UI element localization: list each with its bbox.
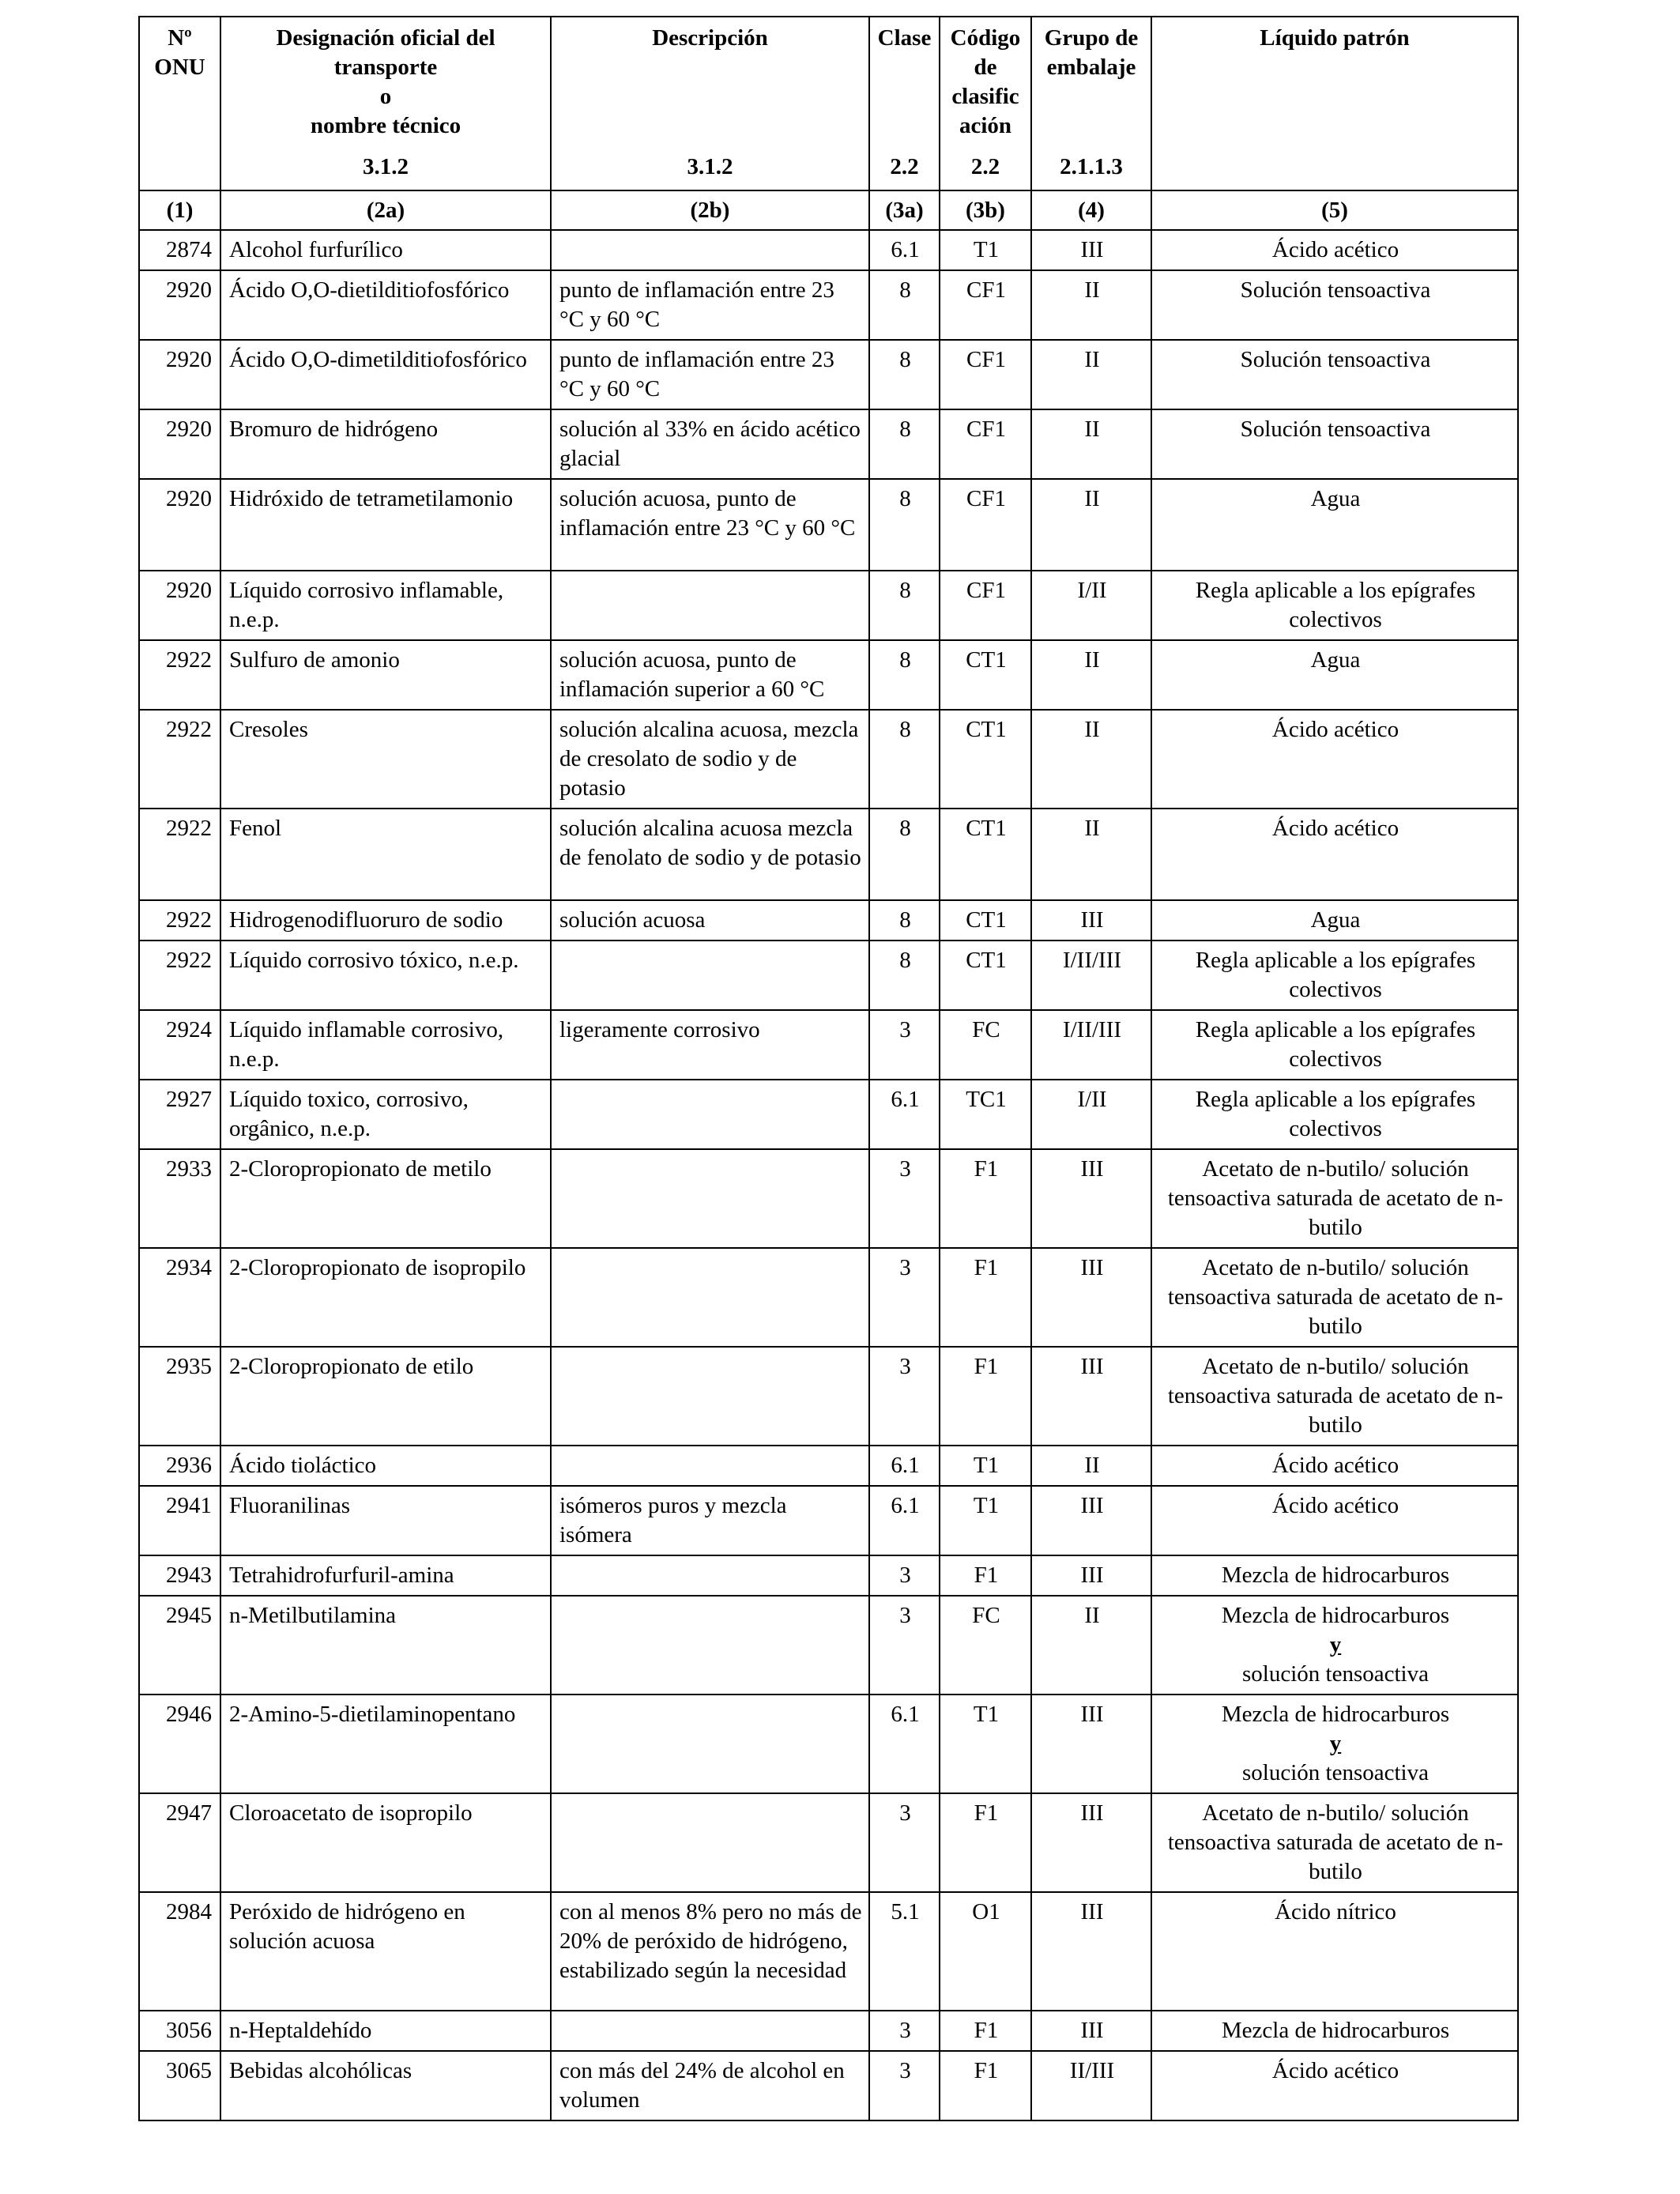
packing-group-cell: II [1031,409,1151,479]
description-cell [551,1347,869,1446]
header-official-designation: Designación oficial del transporte o nombre técnico 3.1.2 [220,17,551,190]
description-cell: solución alcalina acuosa, mezcla de cresolato de sodio y de potasio [551,710,869,809]
un-number-cell: 2943 [139,1555,220,1596]
table-row [139,479,1518,571]
header-packing-group: Grupo de embalaje 2.1.1.3 [1031,17,1151,190]
table-row [139,941,1518,1010]
classification-code-cell: CF1 [940,479,1031,571]
packing-group-cell: III [1031,1555,1151,1596]
class-cell: 8 [869,270,940,340]
packing-group-cell: II [1031,1446,1151,1486]
description-cell [551,1446,869,1486]
official-name-cell: n-Heptaldehído [220,2011,551,2051]
un-number-cell: 2920 [139,340,220,409]
class-cell: 3 [869,1793,940,1892]
standard-liquid-cell: Solución tensoactiva [1151,270,1518,340]
description-cell [551,1695,869,1793]
liquid-option-1: Mezcla de hidrocarburos [1221,1702,1450,1727]
description-cell: solución al 33% en ácido acético glacial [551,409,869,479]
col-number-3b: (3b) [940,190,1031,230]
classification-code-cell: FC [940,1010,1031,1080]
standard-liquid-cell: Acetato de n-butilo/ solución tensoactiva saturada de acetato de n-butilo [1151,1149,1518,1248]
table-row [139,1555,1518,1596]
official-name-cell: Líquido corrosivo inflamable, n.e.p. [220,571,551,640]
class-cell: 8 [869,900,940,941]
table-row [139,1892,1518,2011]
description-cell: con más del 24% de alcohol en volumen [551,2051,869,2120]
header-standard-liquid: Líquido patrón [1151,17,1518,190]
official-name-cell: 2-Amino-5-dietilaminopentano [220,1695,551,1793]
table-row [139,1695,1518,1793]
official-name-cell: Fenol [220,809,551,900]
description-cell: solución acuosa, punto de inflamación entre 23 °C y 60 °C [551,479,869,571]
un-number-cell: 2984 [139,1892,220,2011]
table-row [139,571,1518,640]
un-number-cell: 2947 [139,1793,220,1892]
class-cell: 3 [869,2011,940,2051]
class-cell: 6.1 [869,1486,940,1555]
official-name-cell: Bebidas alcohólicas [220,2051,551,2120]
table-row [139,2051,1518,2120]
packing-group-cell: III [1031,1486,1151,1555]
classification-code-cell: CF1 [940,571,1031,640]
standard-liquid-cell: Mezcla de hidrocarburos [1151,1555,1518,1596]
un-number-cell: 3056 [139,2011,220,2051]
table-row [139,1010,1518,1080]
table-row [139,1347,1518,1446]
packing-group-cell: I/II/III [1031,941,1151,1010]
standard-liquid-cell: Acetato de n-butilo/ solución tensoactiva saturada de acetato de n-butilo [1151,1793,1518,1892]
official-name-cell: Cresoles [220,710,551,809]
standard-liquid-cell: Mezcla de hidrocarburos [1151,2011,1518,2051]
description-cell [551,1555,869,1596]
un-number-cell: 2922 [139,809,220,900]
classification-code-cell: F1 [940,2011,1031,2051]
table-row [139,1446,1518,1486]
official-name-cell: Ácido tioláctico [220,1446,551,1486]
description-cell: con al menos 8% pero no más de 20% de peróxido de hidrógeno, estabilizado según la necesidad [551,1892,869,2011]
classification-code-cell: F1 [940,1347,1031,1446]
classification-code-cell: T1 [940,1695,1031,1793]
un-number-cell: 2920 [139,409,220,479]
class-cell: 8 [869,640,940,710]
un-number-cell: 2874 [139,230,220,270]
class-cell: 6.1 [869,230,940,270]
official-name-cell: n-Metilbutilamina [220,1596,551,1695]
classification-code-cell: T1 [940,1486,1031,1555]
classification-code-cell: F1 [940,1555,1031,1596]
liquid-conjunction: y [1329,1632,1342,1657]
class-cell: 6.1 [869,1695,940,1793]
standard-liquid-cell: Ácido acético [1151,230,1518,270]
classification-code-cell: O1 [940,1892,1031,2011]
description-cell: solución acuosa [551,900,869,941]
class-cell: 8 [869,479,940,571]
packing-group-cell: III [1031,1149,1151,1248]
packing-group-cell: I/II [1031,571,1151,640]
standard-liquid-cell: Regla aplicable a los epígrafes colectivos [1151,1010,1518,1080]
standard-liquid-cell: Agua [1151,640,1518,710]
header-class: Clase 2.2 [869,17,940,190]
header-technical-name: o nombre técnico [310,84,461,138]
standard-liquid-cell: Acetato de n-butilo/ solución tensoactiva saturada de acetato de n-butilo [1151,1248,1518,1347]
official-name-cell: Fluoranilinas [220,1486,551,1555]
class-cell: 8 [869,710,940,809]
packing-group-cell: II [1031,710,1151,809]
liquid-option-2: solución tensoactiva [1242,1661,1429,1687]
table-row [139,640,1518,710]
description-cell [551,1793,869,1892]
description-cell: isómeros puros y mezcla isómera [551,1486,869,1555]
un-number-cell: 2934 [139,1248,220,1347]
classification-code-cell: T1 [940,1446,1031,1486]
class-cell: 3 [869,1010,940,1080]
table-row [139,1793,1518,1892]
class-cell: 5.1 [869,1892,940,2011]
standard-liquid-cell [1151,1596,1518,1695]
packing-group-cell: II [1031,270,1151,340]
description-cell: solución alcalina acuosa mezcla de fenolato de sodio y de potasio [551,809,869,900]
un-number-cell: 2936 [139,1446,220,1486]
standard-liquid-cell: Solución tensoactiva [1151,409,1518,479]
col-number-2a: (2a) [220,190,551,230]
description-cell: solución acuosa, punto de inflamación superior a 60 °C [551,640,869,710]
class-cell: 8 [869,809,940,900]
packing-group-cell: II [1031,479,1151,571]
un-number-cell: 2927 [139,1080,220,1149]
packing-group-cell: II/III [1031,2051,1151,2120]
table-row [139,2011,1518,2051]
table-row [139,710,1518,809]
table-row [139,900,1518,941]
description-cell: ligeramente corrosivo [551,1010,869,1080]
official-name-cell: Cloroacetato de isopropilo [220,1793,551,1892]
standard-liquid-cell: Solución tensoactiva [1151,340,1518,409]
official-name-cell: Tetrahidrofurfuril-amina [220,1555,551,1596]
packing-group-cell: III [1031,230,1151,270]
liquid-option-2: solución tensoactiva [1242,1760,1429,1785]
packing-group-cell: III [1031,900,1151,941]
standard-liquid-cell: Regla aplicable a los epígrafes colectivos [1151,571,1518,640]
liquid-option-1: Mezcla de hidrocarburos [1221,1603,1450,1628]
classification-code-cell: CT1 [940,809,1031,900]
class-cell: 3 [869,1596,940,1695]
un-number-cell: 2922 [139,640,220,710]
packing-group-cell: II [1031,340,1151,409]
classification-code-cell: CT1 [940,900,1031,941]
packing-group-cell: III [1031,1892,1151,2011]
official-name-cell: Líquido toxico, corrosivo, orgânico, n.e.p. [220,1080,551,1149]
standard-liquid-cell: Ácido acético [1151,809,1518,900]
packing-group-cell: II [1031,1596,1151,1695]
packing-group-cell: I/II/III [1031,1010,1151,1080]
standard-liquid-cell: Agua [1151,479,1518,571]
classification-code-cell: TC1 [940,1080,1031,1149]
description-cell [551,230,869,270]
standard-liquid-cell: Ácido acético [1151,1446,1518,1486]
header-un-number: Nº ONU [139,17,220,190]
packing-group-cell: II [1031,809,1151,900]
official-name-cell: 2-Cloropropionato de isopropilo [220,1248,551,1347]
classification-code-cell: CT1 [940,710,1031,809]
official-name-cell: Sulfuro de amonio [220,640,551,710]
un-number-cell: 3065 [139,2051,220,2120]
standard-liquid-cell: Ácido acético [1151,1486,1518,1555]
official-name-cell: Líquido inflamable corrosivo, n.e.p. [220,1010,551,1080]
table-row [139,340,1518,409]
classification-code-cell: CF1 [940,409,1031,479]
un-number-cell: 2920 [139,270,220,340]
packing-group-cell: III [1031,1347,1151,1446]
un-number-cell: 2922 [139,900,220,941]
official-name-cell: Bromuro de hidrógeno [220,409,551,479]
un-number-cell: 2924 [139,1010,220,1080]
classification-code-cell: F1 [940,1149,1031,1248]
official-name-cell: Ácido O,O-dimetilditiofosfórico [220,340,551,409]
header-description: Descripción 3.1.2 [551,17,869,190]
table-row [139,1080,1518,1149]
official-name-cell: Peróxido de hidrógeno en solución acuosa [220,1892,551,2011]
dangerous-goods-table [138,16,1519,2121]
un-number-cell: 2941 [139,1486,220,1555]
standard-liquid-cell: Regla aplicable a los epígrafes colectivos [1151,941,1518,1010]
table-row [139,409,1518,479]
un-number-cell: 2920 [139,479,220,571]
class-cell: 3 [869,1347,940,1446]
standard-liquid-cell [1151,1695,1518,1793]
class-cell: 8 [869,409,940,479]
description-cell: punto de inflamación entre 23 °C y 60 °C [551,340,869,409]
description-cell [551,1080,869,1149]
packing-group-cell: III [1031,2011,1151,2051]
liquid-conjunction: y [1329,1731,1342,1756]
table-row [139,1149,1518,1248]
standard-liquid-cell: Agua [1151,900,1518,941]
class-cell: 6.1 [869,1446,940,1486]
standard-liquid-cell: Ácido acético [1151,710,1518,809]
column-number-row [139,190,1518,230]
col-number-5: (5) [1151,190,1518,230]
packing-group-cell: I/II [1031,1080,1151,1149]
class-cell: 8 [869,571,940,640]
description-cell [551,1596,869,1695]
class-cell: 8 [869,340,940,409]
table-row [139,230,1518,270]
class-cell: 8 [869,941,940,1010]
table-row [139,1596,1518,1695]
un-number-cell: 2935 [139,1347,220,1446]
classification-code-cell: CF1 [940,270,1031,340]
standard-liquid-cell: Regla aplicable a los epígrafes colectivos [1151,1080,1518,1149]
official-name-cell: Hidróxido de tetrametilamonio [220,479,551,571]
description-cell [551,2011,869,2051]
table-row [139,1486,1518,1555]
classification-code-cell: CT1 [940,941,1031,1010]
col-number-4: (4) [1031,190,1151,230]
class-cell: 3 [869,1149,940,1248]
classification-code-cell: F1 [940,1793,1031,1892]
packing-group-cell: III [1031,1248,1151,1347]
class-cell: 6.1 [869,1080,940,1149]
classification-code-cell: F1 [940,2051,1031,2120]
class-cell: 3 [869,1555,940,1596]
official-name-cell: Hidrogenodifluoruro de sodio [220,900,551,941]
un-number-cell: 2946 [139,1695,220,1793]
standard-liquid-cell: Ácido nítrico [1151,1892,1518,2011]
description-cell [551,1149,869,1248]
class-cell: 3 [869,1248,940,1347]
un-number-cell: 2933 [139,1149,220,1248]
col-number-2b: (2b) [551,190,869,230]
description-cell [551,571,869,640]
col-number-1: (1) [139,190,220,230]
classification-code-cell: CF1 [940,340,1031,409]
description-cell [551,1248,869,1347]
un-number-cell: 2922 [139,710,220,809]
description-cell [551,941,869,1010]
header-row [139,17,1518,190]
table-row [139,1248,1518,1347]
standard-liquid-cell: Acetato de n-butilo/ solución tensoactiva saturada de acetato de n-butilo [1151,1347,1518,1446]
classification-code-cell: F1 [940,1248,1031,1347]
official-name-cell: 2-Cloropropionato de metilo [220,1149,551,1248]
un-number-cell: 2922 [139,941,220,1010]
official-name-cell: 2-Cloropropionato de etilo [220,1347,551,1446]
table-row [139,270,1518,340]
packing-group-cell: III [1031,1793,1151,1892]
un-number-cell: 2920 [139,571,220,640]
packing-group-cell: II [1031,640,1151,710]
table-body [139,230,1518,2120]
official-name-cell: Ácido O,O-dietilditiofosfórico [220,270,551,340]
class-cell: 3 [869,2051,940,2120]
classification-code-cell: FC [940,1596,1031,1695]
standard-liquid-cell: Ácido acético [1151,2051,1518,2120]
header-classification-code: Código de clasific ación 2.2 [940,17,1031,190]
table-row [139,809,1518,900]
classification-code-cell: T1 [940,230,1031,270]
col-number-3a: (3a) [869,190,940,230]
packing-group-cell: III [1031,1695,1151,1793]
description-cell: punto de inflamación entre 23 °C y 60 °C [551,270,869,340]
classification-code-cell: CT1 [940,640,1031,710]
un-number-cell: 2945 [139,1596,220,1695]
official-name-cell: Líquido corrosivo tóxico, n.e.p. [220,941,551,1010]
official-name-cell: Alcohol furfurílico [220,230,551,270]
